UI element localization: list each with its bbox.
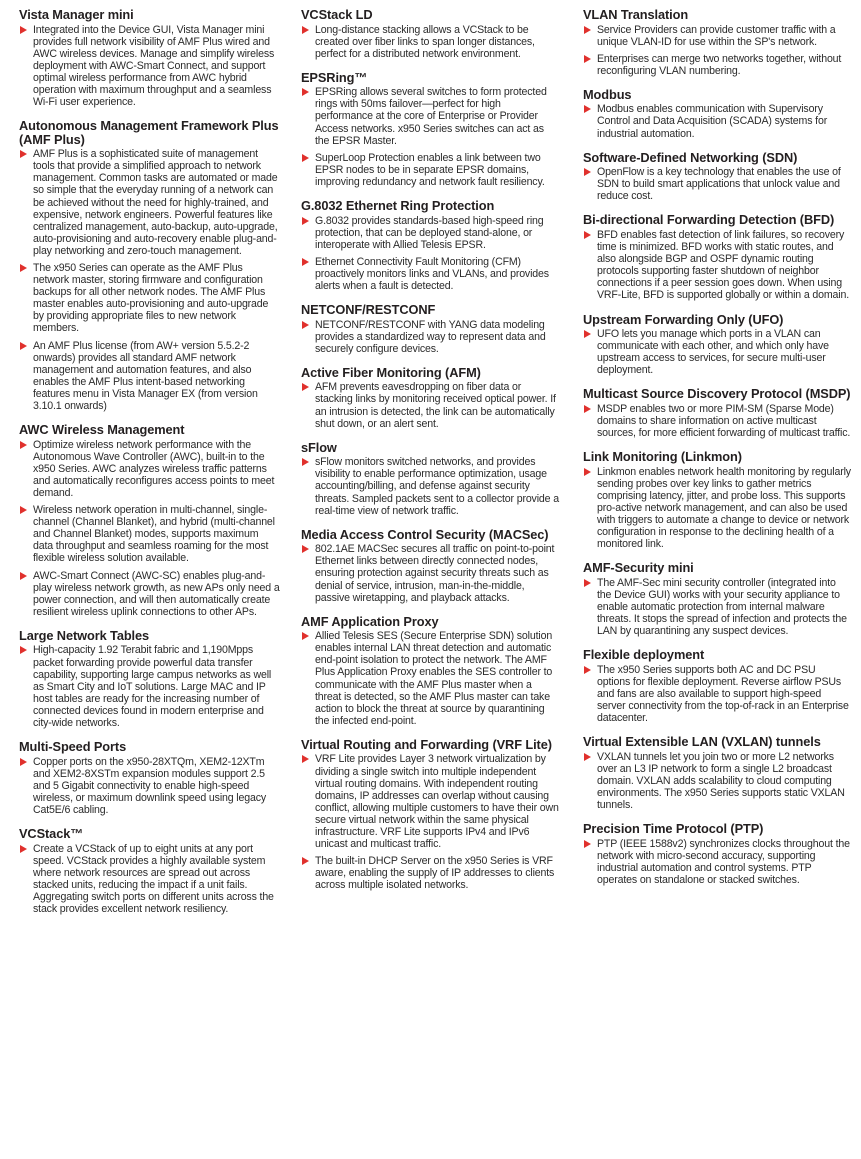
feature-section (301, 199, 559, 292)
feature-section (583, 213, 851, 301)
bullet-item (583, 664, 851, 724)
triangle-bullet-icon (20, 646, 27, 654)
triangle-bullet-icon (20, 264, 27, 272)
bullet-text: Long-distance stacking allows a VCStack to be created over fiber links to span longer distances, perfect for a distributed network environment. (315, 23, 535, 60)
triangle-bullet-icon (20, 150, 27, 158)
bullet-item (583, 166, 851, 202)
bullet-text: PTP (IEEE 1588v2) synchronizes clocks throughout the network with micro-second accuracy, supporting industrial automation and control systems. PTP operates on standalone or stacked switches. (597, 837, 850, 886)
bullet-item (19, 148, 281, 257)
section-heading: Vista Manager mini (19, 7, 134, 22)
bullet-item (583, 403, 851, 439)
bullet-text: sFlow monitors switched networks, and provides visibility to enable performance optimization, usage accounting/billing, and defense against security threats. Sampled packets sent to a collector provide a real-time view of network traffic. (315, 456, 559, 517)
feature-section (301, 366, 559, 430)
bullet-text: UFO lets you manage which ports in a VLAN can communicate with each other, and which only have upstream access to services, for secure multi-user deployment. (597, 328, 829, 377)
triangle-bullet-icon (20, 441, 27, 449)
bullet-text: BFD enables fast detection of link failures, so recovery time is minimized. BFD works with static routes, and also alongside BGP and OSPF dynamic routing protocols supporting faster shutdown of neighbor connections if a peer session goes down. When using VRF-Lite, BFD is supported globally or within a domain. (597, 228, 850, 302)
bullet-text: Copper ports on the x950-28XTQm, XEM2-12XTm and XEM2-8XSTm expansion modules support 2.5 and 5 Gigabit connectivity to enable high-speed wireless, or maximum downlink speed using legacy Cat5E/6 cabling. (33, 755, 267, 816)
feature-section (583, 450, 851, 550)
bullet-list (301, 630, 559, 727)
bullet-item (301, 86, 559, 146)
bullet-text: Create a VCStack of up to eight units at any port speed. VCStack provides a highly available system where network resources are spread out across stacked units, reducing the impact if a unit fails. Aggregating switch ports on different units across the stack provides excellent network resiliency. (33, 842, 274, 916)
feature-section (301, 528, 559, 604)
bullet-text: EPSRing allows several switches to form protected rings with 50ms failover—perfect for high performance at the core of Enterprise or Provider Access networks. x950 Series switches can act as the EPSR Master. (315, 86, 547, 147)
column-middle (301, 8, 559, 902)
bullet-list (301, 215, 559, 293)
feature-section (301, 738, 559, 892)
section-heading: Link Monitoring (Linkmon) (583, 449, 742, 465)
bullet-item (301, 381, 559, 429)
bullet-list (301, 319, 559, 355)
section-heading: Multi-Speed Ports (19, 739, 127, 755)
bullet-item (583, 328, 851, 376)
bullet-text: AFM prevents eavesdropping on fiber data or stacking links by monitoring received optical power. If an intrusion is detected, the link can be automatically shut down, or an alert sent. (315, 381, 556, 430)
section-heading: Media Access Control Security (MACSec) (301, 526, 549, 542)
triangle-bullet-icon (20, 342, 27, 350)
bullet-text: VRF Lite provides Layer 3 network virtualization by dividing a single switch into multiple independent virtual routing domains. With independent routing domains, IP addresses can overlap without causing conflict, allowing multiple customers to have their own secure virtual network within the same physical infrastructure. VRF Lite supports IPv4 and IPv6 unicast and multicast traffic. (315, 753, 559, 851)
bullet-text: Linkmon enables network health monitoring by regularly sending probes over key links to gather metrics comprising latency, jitter, and probe loss. This supports pro-active network management, and can also be used with triggers to automate a change to device or network configuration in response to the declining health of a monitored link. (597, 465, 851, 551)
triangle-bullet-icon (302, 321, 309, 329)
column-right (583, 8, 851, 897)
feature-section (19, 827, 281, 915)
bullet-list (301, 381, 559, 429)
bullet-list (301, 753, 559, 891)
bullet-text: AMF Plus is a sophisticated suite of management tools that provide a simplified approach to network management. Common tasks are automated or made so simple that the everyday running of a network can be achieved without the need for highly-trained, and expensive, network engineers. Powerful features like centralized management, auto-backup, auto-upgrade, auto-provisioning and auto-recovery enable plug-and-play networking and zero-touch management. (33, 148, 278, 257)
section-heading: AWC Wireless Management (19, 422, 185, 438)
feature-section (19, 740, 281, 816)
bullet-text: Wireless network operation in multi-channel, single-channel (Channel Blanket), and hybrid (multi-channel and Channel Blanket) modes, supports maximum data throughput and seamless roaming for the most flexible wireless solution available. (33, 504, 275, 565)
bullet-text: The x950 Series supports both AC and DC PSU options for flexible deployment. Reverse airflow PSUs and fans are also available to support high-speed server connectivity from the top-of-rack in an Enterprise datacenter. (597, 663, 849, 725)
bullet-item (583, 577, 851, 637)
feature-section (301, 441, 559, 517)
triangle-bullet-icon (584, 405, 591, 413)
bullet-item (583, 103, 851, 139)
bullet-list (19, 843, 281, 916)
section-heading: Software-Defined Networking (SDN) (583, 149, 798, 165)
section-heading: Autonomous Management Framework Plus (AMF Plus) (19, 118, 279, 147)
bullet-text: High-capacity 1.92 Terabit fabric and 1,190Mpps packet forwarding provide powerful data transfer capability, supporting large campus networks as well as Smart City and IoT solutions. Large MAC and IP host tables are ready for the increasing number of connected devices found in modern enterprise and city-wide networks. (33, 644, 272, 729)
column-left (19, 8, 281, 926)
triangle-bullet-icon (584, 330, 591, 338)
bullet-item (301, 753, 559, 850)
bullet-item (19, 262, 281, 335)
bullet-item (19, 756, 281, 816)
bullet-item (19, 24, 281, 109)
bullet-item (301, 630, 559, 727)
bullet-list (19, 24, 281, 109)
bullet-item (583, 24, 851, 48)
section-heading: Upstream Forwarding Only (UFO) (583, 311, 784, 327)
bullet-text: OpenFlow is a key technology that enables the use of SDN to build smart applications that unlock value and reduce cost. (597, 166, 841, 203)
triangle-bullet-icon (302, 632, 309, 640)
bullet-list (301, 456, 559, 516)
feature-section (19, 8, 281, 108)
feature-section (583, 88, 851, 140)
bullet-text: Optimize wireless network performance with the Autonomous Wave Controller (AWC), built-in to the x950 Series. AWC analyzes wireless traffic patterns and automatically reconfigures access points to meet demand. (33, 438, 275, 499)
bullet-list (583, 24, 851, 77)
bullet-text: SuperLoop Protection enables a link between two EPSR nodes to be in separate EPSR domains, improving redundancy and network fault resiliency. (315, 151, 545, 188)
triangle-bullet-icon (584, 666, 591, 674)
bullet-text: MSDP enables two or more PIM-SM (Sparse Mode) domains to share information on active multicast sources, for more efficient forwarding of multicast traffic. (597, 402, 851, 440)
triangle-bullet-icon (584, 105, 591, 113)
bullet-text: Ethernet Connectivity Fault Monitoring (CFM) proactively monitors links and VLANs, and provides alerts when a fault is detected. (315, 255, 549, 292)
bullet-list (19, 644, 281, 729)
section-heading: Multicast Source Discovery Protocol (MSDP) (583, 386, 851, 402)
bullet-item (583, 53, 851, 77)
bullet-list (583, 166, 851, 202)
bullet-item (583, 751, 851, 811)
bullet-text: Service Providers can provide customer traffic with a unique VLAN-ID for use within the SP's network. (597, 23, 836, 48)
triangle-bullet-icon (302, 458, 309, 466)
section-heading: Virtual Routing and Forwarding (VRF Lite) (301, 736, 552, 752)
section-heading: VCStack™ (19, 826, 83, 842)
triangle-bullet-icon (20, 845, 27, 853)
bullet-text: G.8032 provides standards-based high-speed ring protection, that can be deployed stand-alone, or interoperate with Allied Telesis EPSR. (315, 214, 544, 251)
triangle-bullet-icon (584, 168, 591, 176)
triangle-bullet-icon (584, 579, 591, 587)
section-heading: NETCONF/RESTCONF (301, 302, 436, 318)
triangle-bullet-icon (584, 55, 591, 63)
triangle-bullet-icon (302, 88, 309, 96)
triangle-bullet-icon (302, 26, 309, 34)
bullet-list (583, 838, 851, 886)
bullet-list (583, 103, 851, 139)
triangle-bullet-icon (20, 572, 27, 580)
bullet-text: Integrated into the Device GUI, Vista Manager mini provides full network visibility of AMF Plus wired and AWC wireless devices. Manage and simplify wireless deployment with AWC-Smart Connect, and support optimal wireless performance from AWC hybrid operation with maximum throughput and a seamless Wi-Fi user experience. (33, 23, 275, 109)
triangle-bullet-icon (302, 217, 309, 225)
bullet-item (301, 855, 559, 891)
bullet-text: An AMF Plus license (from AW+ version 5.5.2-2 onwards) provides all standard AMF network management and automation features, and also enables the AMF Plus intent-based networking features menu in Vista Manager EX (from version 3.10.1 onwards) (33, 339, 258, 413)
bullet-list (583, 664, 851, 724)
feature-section (301, 71, 559, 188)
triangle-bullet-icon (20, 506, 27, 514)
bullet-list (19, 756, 281, 816)
bullet-text: 802.1AE MACSec secures all traffic on point-to-point Ethernet links between directly connected nodes, ensuring protection against security threats such as denial of service, intrusion, man-in-the-middle, passive wiretapping, and playback attacks. (315, 543, 555, 604)
feature-section (301, 8, 559, 60)
triangle-bullet-icon (302, 258, 309, 266)
bullet-item (19, 504, 281, 564)
section-heading: AMF-Security mini (583, 560, 694, 576)
bullet-list (583, 328, 851, 376)
bullet-list (583, 403, 851, 439)
bullet-list (583, 751, 851, 811)
bullet-item (301, 543, 559, 603)
triangle-bullet-icon (302, 154, 309, 162)
bullet-item (19, 644, 281, 729)
feature-section (583, 387, 851, 439)
bullet-list (301, 24, 559, 60)
triangle-bullet-icon (584, 26, 591, 34)
feature-section (583, 735, 851, 811)
feature-section (19, 423, 281, 618)
bullet-item (301, 319, 559, 355)
triangle-bullet-icon (302, 383, 309, 391)
triangle-bullet-icon (584, 231, 591, 239)
bullet-list (19, 148, 281, 412)
bullet-text: The built-in DHCP Server on the x950 Series is VRF aware, enabling the supply of IP addresses to clients across multiple isolated networks. (315, 855, 555, 892)
bullet-text: The AMF-Sec mini security controller (integrated into the Device GUI) works with your security appliance to enable automatic protection from internal malware threats. It stops the spread of infection and protects the LAN by quarantining any suspect devices. (597, 576, 847, 638)
section-heading: Precision Time Protocol (PTP) (583, 821, 764, 837)
bullet-item (583, 466, 851, 551)
bullet-item (583, 838, 851, 886)
section-heading: Virtual Extensible LAN (VXLAN) tunnels (583, 734, 821, 750)
feature-section (301, 303, 559, 355)
bullet-list (301, 543, 559, 603)
feature-section (583, 313, 851, 377)
feature-section (19, 119, 281, 412)
section-heading: Flexible deployment (583, 647, 705, 663)
feature-section (301, 615, 559, 727)
bullet-item (301, 456, 559, 516)
section-heading: Modbus (583, 86, 632, 102)
bullet-text: Allied Telesis SES (Secure Enterprise SDN) solution enables internal LAN threat detection and automatic end-point isolation to protect the network. The AMF Plus Application Proxy enables the SES controller to communicate with the AMF Plus master when a threat is detected, so the AMF Plus master can take action to block the threat at source by quarantining the infected end-point. (315, 630, 553, 727)
feature-section (583, 8, 851, 77)
bullet-text: Modbus enables communication with Supervisory Control and Data Acquisition (SCADA) systems for industrial automation. (597, 103, 828, 140)
bullet-item (583, 229, 851, 302)
section-heading: VCStack LD (301, 7, 373, 22)
bullet-list (301, 86, 559, 188)
section-heading: Large Network Tables (19, 627, 150, 643)
section-heading: sFlow (301, 439, 337, 455)
triangle-bullet-icon (302, 755, 309, 763)
bullet-text: AWC-Smart Connect (AWC-SC) enables plug-and-play wireless network growth, as new APs only need a power connection, and will then automatically create resilient wireless uplink connections to other APs. (33, 569, 280, 618)
section-heading: EPSRing™ (301, 69, 368, 85)
bullet-item (19, 843, 281, 916)
bullet-item (301, 215, 559, 251)
bullet-text: The x950 Series can operate as the AMF Plus network master, storing firmware and configuration backups for all other network nodes. The AMF Plus master enables auto-provisioning and auto-upgrade by providing appropriate files to new network members. (33, 262, 269, 335)
bullet-item (301, 256, 559, 292)
feature-section (583, 561, 851, 637)
bullet-item (19, 570, 281, 618)
section-heading: G.8032 Ethernet Ring Protection (301, 198, 495, 214)
triangle-bullet-icon (584, 753, 591, 761)
section-heading: Bi-directional Forwarding Detection (BFD) (583, 212, 835, 228)
triangle-bullet-icon (302, 545, 309, 553)
bullet-item (301, 24, 559, 60)
triangle-bullet-icon (20, 758, 27, 766)
feature-section (583, 648, 851, 724)
bullet-item (301, 152, 559, 188)
feature-section (19, 629, 281, 729)
bullet-text: NETCONF/RESTCONF with YANG data modeling provides a standardized way to represent data and securely configure devices. (315, 318, 546, 355)
triangle-bullet-icon (302, 857, 309, 865)
triangle-bullet-icon (584, 468, 591, 476)
bullet-list (583, 229, 851, 302)
section-heading: Active Fiber Monitoring (AFM) (301, 364, 481, 380)
bullet-text: VXLAN tunnels let you join two or more L2 networks over an L3 IP network to form a single L2 broadcast domain. VXLAN adds scalability to cloud computing environments. The x950 Series supports static VXLAN tunnels. (597, 750, 845, 812)
section-heading: AMF Application Proxy (301, 613, 439, 629)
bullet-item (19, 439, 281, 499)
feature-section (583, 822, 851, 886)
triangle-bullet-icon (584, 840, 591, 848)
section-heading: VLAN Translation (583, 7, 689, 22)
bullet-list (19, 439, 281, 618)
feature-section (583, 151, 851, 203)
triangle-bullet-icon (20, 26, 27, 34)
bullet-list (583, 466, 851, 551)
bullet-text: Enterprises can merge two networks together, without reconfiguring VLAN numbering. (597, 52, 842, 77)
bullet-list (583, 577, 851, 637)
bullet-item (19, 340, 281, 413)
